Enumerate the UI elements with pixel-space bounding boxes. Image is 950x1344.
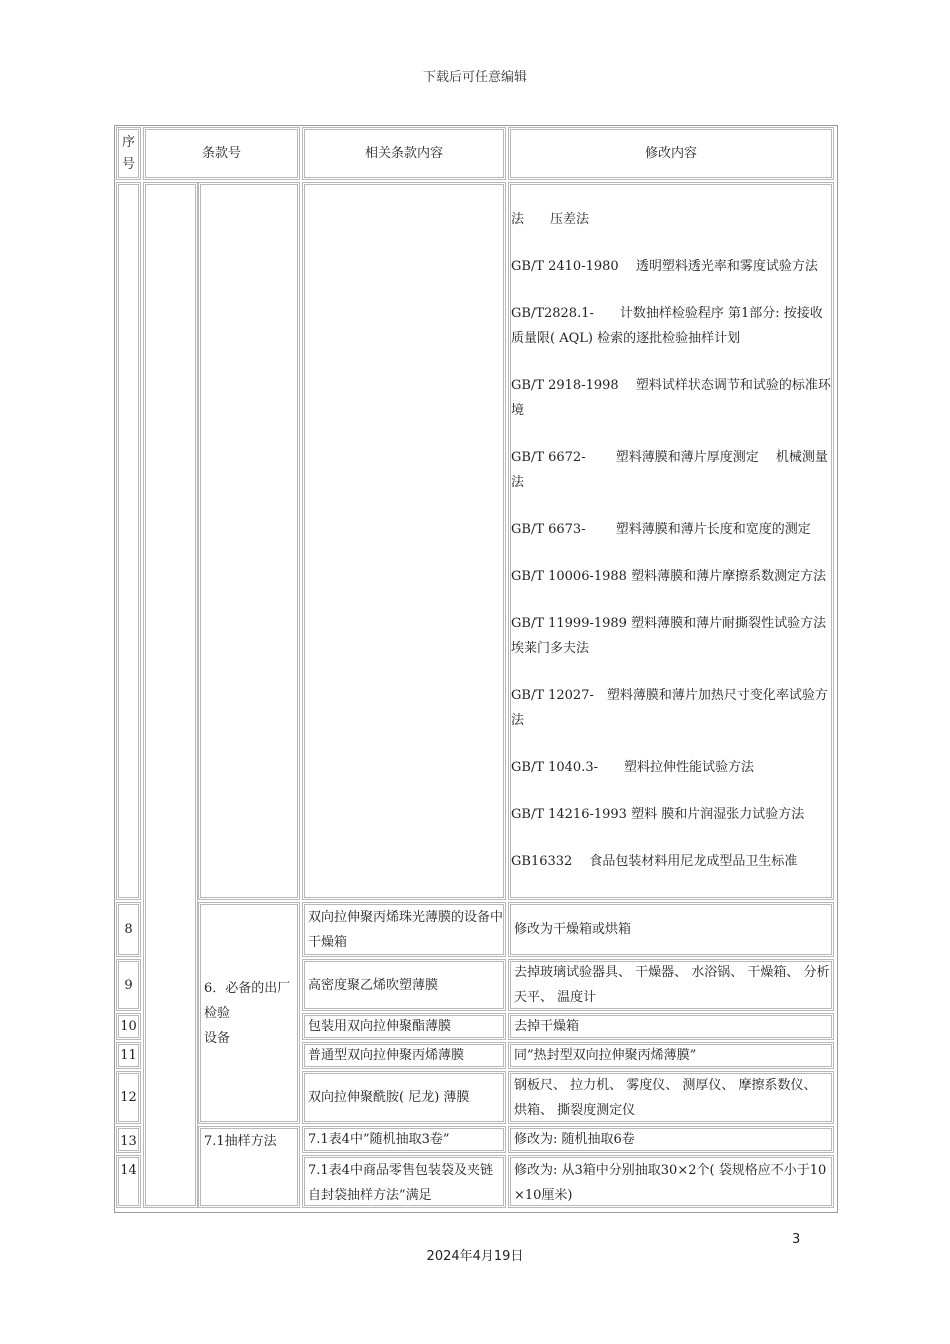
table-row-seq: 14 <box>116 1155 141 1208</box>
standard-item: GB/T 6672- 塑料薄膜和薄片厚度测定 机械测量法 <box>511 450 828 490</box>
table-row-related: 高密度聚乙烯吹塑薄膜 <box>302 959 506 1011</box>
related-cell-continued <box>302 182 506 900</box>
clause-7-1-cell: 7.1抽样方法 <box>198 1126 300 1208</box>
standard-item: GB/T 10006-1988 塑料薄膜和薄片摩擦系数测定方法 <box>511 569 827 584</box>
table-row-modify: 修改为: 随机抽取6卷 <box>508 1126 834 1153</box>
table-row-seq: 13 <box>116 1126 141 1153</box>
standard-item: GB/T 11999-1989 塑料薄膜和薄片耐撕裂性试验方法 埃莱门多夫法 <box>511 616 827 656</box>
table-row-related: 7.1表4中商品零售包装袋及夹链自封袋抽样方法”满足 <box>302 1155 506 1208</box>
table-row-modify: 钢板尺、 拉力机、 雾度仪、 测厚仪、 摩擦系数仪、 烘箱、 撕裂度测定仪 <box>508 1071 834 1124</box>
standard-item: GB16332 食品包装材料用尼龙成型品卫生标准 <box>511 854 798 869</box>
table-row-related: 双向拉伸聚丙烯珠光薄膜的设备中干燥箱 <box>302 902 506 957</box>
standard-item: GB/T 2410-1980 透明塑料透光率和雾度试验方法 <box>511 259 818 274</box>
table-row-seq: 9 <box>116 959 141 1011</box>
table-row-modify: 修改为干燥箱或烘箱 <box>508 902 834 957</box>
standard-item: GB/T 6673- 塑料薄膜和薄片长度和宽度的测定 <box>511 522 811 537</box>
standard-item: GB/T 1040.3- 塑料拉伸性能试验方法 <box>511 760 755 775</box>
seq-cell-continued <box>116 182 141 900</box>
table-row-modify: 同”热封型双向拉伸聚丙烯薄膜” <box>508 1042 834 1069</box>
standard-item: GB/T2828.1- 计数抽样检验程序 第1部分: 按接收质量限( AQL) 检索的逐批检验抽样计划 <box>511 306 823 346</box>
table-row-seq: 12 <box>116 1071 141 1124</box>
clause-cell-continued-a <box>143 182 198 1208</box>
standard-item: GB/T 14216-1993 塑料 膜和片润湿张力试验方法 <box>511 807 805 822</box>
table-row-modify: 去掉干燥箱 <box>508 1013 834 1040</box>
header-seq: 序号 <box>116 127 141 180</box>
table-row-seq: 11 <box>116 1042 141 1069</box>
table-row-related: 包装用双向拉伸聚酯薄膜 <box>302 1013 506 1040</box>
header-clause: 条款号 <box>143 127 300 180</box>
standard-item: GB/T 2918-1998 塑料试样状态调节和试验的标准环境 <box>511 378 831 418</box>
header-modify: 修改内容 <box>508 127 834 180</box>
standards-list <box>508 182 834 900</box>
table-row-related: 双向拉伸聚酰胺( 尼龙) 薄膜 <box>302 1071 506 1124</box>
standard-item: 法 压差法 <box>511 212 590 227</box>
table-row-seq: 8 <box>116 902 141 957</box>
standard-item: GB/T 12027- 塑料薄膜和薄片加热尺寸变化率试验方法 <box>511 688 828 728</box>
footer-date: 2024年4月19日 <box>426 1249 524 1264</box>
header-related: 相关条款内容 <box>302 127 506 180</box>
page-number: 3 <box>792 1232 801 1247</box>
table-row-related: 普通型双向拉伸聚丙烯薄膜 <box>302 1042 506 1069</box>
clause-cell-continued-b <box>198 182 300 900</box>
clause-6-cell: 6．必备的出厂检验 设备 <box>198 902 300 1124</box>
table-row-related: 7.1表4中”随机抽取3卷” <box>302 1126 506 1153</box>
page-header: 下载后可任意编辑 <box>422 70 527 85</box>
table-row-seq: 10 <box>116 1013 141 1040</box>
table-row-modify: 去掉玻璃试验器具、 干燥器、 水浴锅、 干燥箱、 分析天平、 温度计 <box>508 959 834 1011</box>
table-row-modify: 修改为: 从3箱中分别抽取30×2个( 袋规格应不小于10 ×10厘米) <box>508 1155 834 1208</box>
